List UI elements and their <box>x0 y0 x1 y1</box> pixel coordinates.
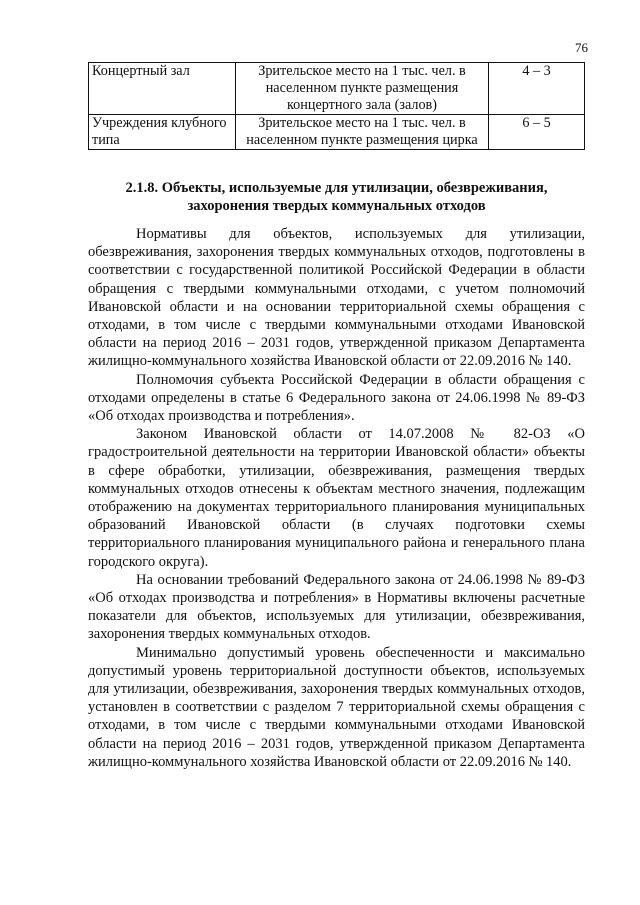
table-cell-object: Учреждения клубного типа <box>89 115 236 150</box>
paragraph: Нормативы для объектов, используемых для утилизации, обезвреживания, захоронения твердых коммунальных отходов, подготовлены в соответствии с государственной политикой Российской Федерации в области обращения с твердыми коммунальными отходами, с учетом полномочий Ивановской области и на основании территориальной схемы обращения с отходами, в том числе с твердыми коммунальными отходами Ивановской области на период 2016 – 2031 годов, утвержденной приказом Департамента жилищно-коммунального хозяйства Ивановской области от 22.09.2016 № 140. <box>88 226 585 370</box>
table-cell-object: Концертный зал <box>89 63 236 115</box>
paragraph: Минимально допустимый уровень обеспеченности и максимально допустимый уровень территориальной доступности объектов, используемых для утилизации, обезвреживания, захоронения твердых коммунальных отходов, установлен в соответствии с разделом 7 территориальной схемы обращения с отходами, в том числе с твердыми коммунальными отходами Ивановской области на период 2016 – 2031 годов, утвержденной приказом Департамента жилищно-коммунального хозяйства Ивановской области от 22.09.2016 № 140. <box>88 644 585 770</box>
table-cell-unit: Зрительское место на 1 тыс. чел. в населенном пункте размещения концертного зала (залов) <box>236 63 489 115</box>
body-text <box>88 225 585 771</box>
page-number: 76 <box>575 40 588 55</box>
table-cell-value: 6 – 5 <box>489 115 585 150</box>
table-row <box>89 115 585 150</box>
paragraph: Законом Ивановской области от 14.07.2008 № 82-ОЗ «О градостроительной деятельности на территории Ивановской области» объекты в сфере обработки, утилизации, обезвреживания, размещения твердых коммунальных отходов отнесены к объектам местного значения, подлежащим отображению на документах территориального планирования муниципальных образований Ивановской области (в случаях подготовки схемы территориального планирования муниципального района и генерального плана городского округа). <box>88 426 585 570</box>
table-row <box>89 63 585 115</box>
table-cell-unit: Зрительское место на 1 тыс. чел. в населенном пункте размещения цирка <box>236 115 489 150</box>
paragraph: Полномочия субъекта Российской Федерации в области обращения с отходами определены в статье 6 Федерального закона от 24.06.1998 № 89-ФЗ «Об отходах производства и потребления». <box>88 371 585 425</box>
paragraph: На основании требований Федерального закона от 24.06.1998 № 89-ФЗ «Об отходах производства и потребления» в Нормативы включены расчетные показатели для объектов, используемых для утилизации, обезвреживания, захоронения твердых коммунальных отходов. <box>88 571 585 643</box>
table-cell-value: 4 – 3 <box>489 63 585 115</box>
section-heading: 2.1.8. Объекты, используемые для утилизации, обезвреживания, захоронения твердых коммунальных отходов <box>125 180 548 214</box>
norms-table <box>88 62 585 150</box>
